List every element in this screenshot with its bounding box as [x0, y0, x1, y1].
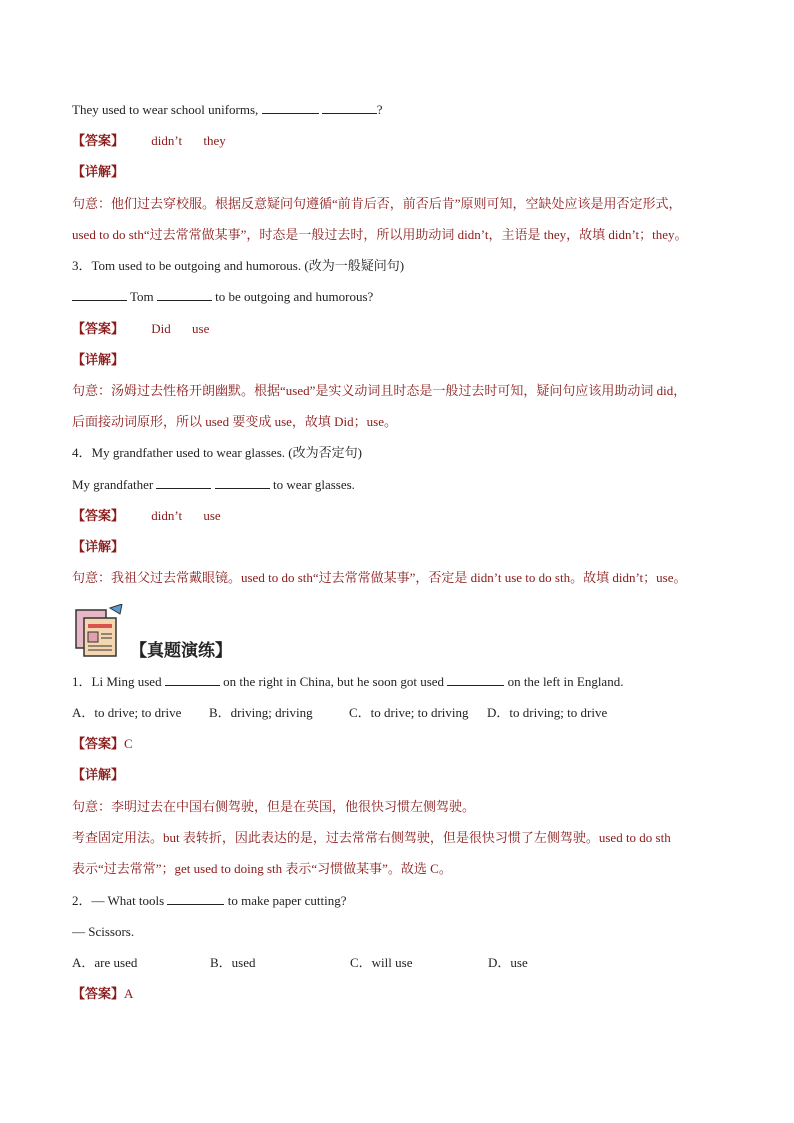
options-row [72, 704, 607, 722]
textbook-icon [74, 604, 128, 660]
answer-label: 【答案】 [72, 987, 125, 1002]
answer-row [72, 507, 221, 526]
detail-label-row [72, 163, 124, 182]
explanation: 句意：汤姆过去性格开朗幽默。根据“used”是实义动词且时态是一般过去时可知，疑问句应该用助动词 did， [72, 383, 687, 398]
detail-label: 【详解】 [72, 165, 125, 180]
answer-row [72, 735, 133, 754]
option-a: A．are used [72, 955, 138, 970]
option-b: B．used [210, 955, 256, 970]
question-text: They used to wear school uniforms, [72, 102, 259, 117]
option-a: A．to drive; to drive [72, 705, 182, 720]
answer-value: C [124, 736, 133, 751]
section-title: 【真题演练】 [130, 641, 232, 661]
detail-label-row [72, 766, 124, 785]
explanation: 表示“过去常常”；get used to doing sth 表示“习惯做某事”。故选 C。 [72, 861, 452, 876]
answer-value: A [124, 986, 134, 1001]
answer-blank [262, 101, 319, 114]
practice-question-1: 1．Li Ming used on the right in China, but he soon got used on the left in England. [72, 674, 624, 689]
answer-value: they [203, 133, 226, 148]
answer-blank [215, 476, 270, 489]
answer-blank [322, 101, 377, 114]
question-text: Tom used to be outgoing and humorous. (改为一般疑问句) [91, 258, 405, 273]
option-c: C．to drive; to driving [349, 705, 469, 720]
fill-line: My grandfather to wear glasses. [72, 477, 355, 492]
question-2: They used to wear school uniforms, ? [72, 102, 383, 117]
answer-blank [165, 673, 220, 686]
explanation: 后面接动词原形，所以 used 要变成 use，故填 Did；use。 [72, 414, 397, 429]
answer-blank [156, 476, 211, 489]
answer-value: Did [151, 321, 171, 336]
answer-value: use [203, 508, 221, 523]
question-text: My grandfather used to wear glasses. (改为否定句) [91, 445, 362, 460]
answer-blank [72, 288, 127, 301]
answer-blank [157, 288, 212, 301]
option-b: B．driving; driving [209, 705, 313, 720]
answer-row [72, 985, 133, 1004]
detail-label: 【详解】 [72, 768, 125, 783]
section-header [74, 600, 294, 661]
detail-label-row [72, 351, 124, 370]
explanation: 句意：他们过去穿校服。根据反意疑问句遵循“前肯后否，前否后肯”原则可知，空缺处应该是用否定形式， [72, 196, 682, 211]
reply-line: — Scissors. [72, 924, 135, 939]
explanation: 考查固定用法。but 表转折，因此表达的是，过去常常右侧驾驶，但是很快习惯了左侧驾驶。used to do sth [72, 830, 671, 845]
option-d: D．to driving; to drive [487, 705, 608, 720]
answer-value: didn’t [151, 133, 183, 148]
answer-value: didn’t [151, 508, 183, 523]
detail-label: 【详解】 [72, 353, 125, 368]
question-3: 3．Tom used to be outgoing and humorous. (改为一般疑问句) [72, 258, 405, 273]
answer-label: 【答案】 [72, 322, 125, 337]
answer-value: use [192, 321, 210, 336]
option-c: C．will use [350, 955, 413, 970]
option-d: D．use [488, 955, 528, 970]
explanation: 句意：我祖父过去常戴眼镜。used to do sth“过去常常做某事”，否定是 didn’t use to do sth。故填 didn’t；use。 [72, 570, 687, 585]
answer-label: 【答案】 [72, 509, 125, 524]
answer-label: 【答案】 [72, 737, 125, 752]
detail-label-row [72, 538, 124, 557]
answer-row [72, 132, 226, 151]
detail-label: 【详解】 [72, 540, 125, 555]
practice-question-2: 2．— What tools to make paper cutting? [72, 893, 347, 908]
answer-row [72, 320, 209, 339]
fill-line: Tom to be outgoing and humorous? [72, 288, 373, 306]
explanation: used to do sth“过去常常做某事”，时态是一般过去时，所以用助动词 didn’t，主语是 they，故填 didn’t；they。 [72, 227, 688, 242]
options-row [72, 954, 528, 972]
answer-blank [167, 892, 224, 905]
answer-blank [447, 673, 504, 686]
answer-label: 【答案】 [72, 134, 125, 149]
question-4: 4．My grandfather used to wear glasses. (改为否定句) [72, 445, 362, 460]
explanation: 句意：李明过去在中国右侧驾驶，但是在英国，他很快习惯左侧驾驶。 [72, 799, 476, 814]
